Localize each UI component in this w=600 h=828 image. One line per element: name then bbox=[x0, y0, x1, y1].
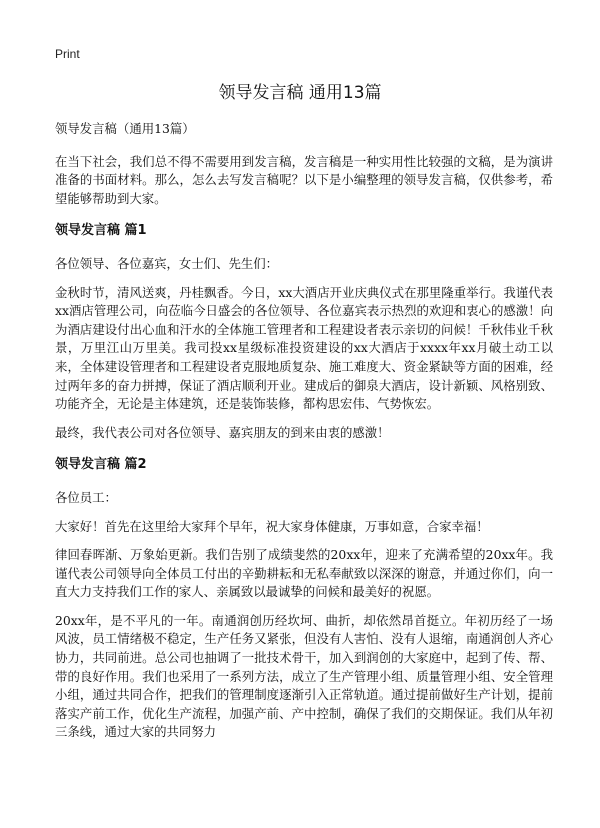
paragraph: 20xx年，是不平凡的一年。南通润创历经坎坷、曲折，却依然昂首挺立。年初历经了一场风波，员工情绪极不稳定，生产任务又紧张，但没有人害怕、没有人退缩，南通润创人齐心协力，共同前进。总公司也抽调了一批技术骨干，加入到润创的大家庭中，起到了传、帮、带的良好作用。我们也采用了一系列方法，成立了生产管理小组、质量管理小组、安全管理小组，通过共同合作，把我们的管理制度逐渐引入正常轨道。通过提前做好生产计划，提前落实产前工作，优化生产流程，加强产前、产中控制，确保了我们的交期保证。我们从年初三条线，通过大家的共同努力 bbox=[55, 612, 553, 740]
document-body bbox=[55, 120, 553, 752]
paragraph: 最终，我代表公司对各位领导、嘉宾朋友的到来由衷的感激！ bbox=[55, 424, 390, 440]
print-link[interactable]: Print bbox=[55, 47, 80, 61]
intro-paragraph: 在当下社会，我们总不得不需要用到发言稿，发言稿是一种实用性比较强的文稿，是为演讲准备的书面材料。那么，怎么去写发言稿呢？以下是小编整理的领导发言稿，仅供参考，希望能够帮助到大家。 bbox=[55, 153, 553, 206]
paragraph: 各位员工： bbox=[55, 489, 117, 505]
paragraph: 律回春晖渐、万象始更新。我们告别了成绩斐然的20xx年，迎来了充满希望的20xx年。我谨代表公司领导向全体员工付出的辛勤耕耘和无私奉献致以深深的谢意，并通过你们，向一直大力支持我们工作的家人、亲属致以最诚挚的问候和最美好的祝愿。 bbox=[55, 547, 553, 600]
paragraph: 金秋时节，清风送爽，丹桂飘香。今日，xx大酒店开业庆典仪式在那里隆重举行。我谨代表xx酒店管理公司，向莅临今日盛会的各位领导、各位嘉宾表示热烈的欢迎和衷心的感激！向为酒店建设付出心血和汗水的全体施工管理者和工程建设者表示亲切的问候！千秋伟业千秋景，万里江山万里美。我司投xx星级标准投资建设的xx大酒店于xxxx年xx月破土动工以来，全体建设管理者和工程建设者克服地质复杂、施工难度大、资金紧缺等方面的困难，经过两年多的奋力拼搏，保证了酒店顺利开业。建成后的御泉大酒店，设计新颖、风格别致、功能齐全，无论是主体建筑，还是装饰装修，都构思宏伟、气势恢宏。 bbox=[55, 284, 553, 412]
document-subtitle: 领导发言稿（通用13篇） bbox=[55, 121, 195, 136]
section-heading-2: 领导发言稿 篇2 bbox=[55, 457, 147, 473]
paragraph: 大家好！首先在这里给大家拜个早年，祝大家身体健康，万事如意，合家幸福！ bbox=[55, 518, 489, 534]
document-title: 领导发言稿 通用13篇 bbox=[218, 83, 382, 103]
paragraph: 各位领导、各位嘉宾，女士们、先生们： bbox=[55, 255, 279, 271]
section-heading-1: 领导发言稿 篇1 bbox=[55, 223, 147, 239]
